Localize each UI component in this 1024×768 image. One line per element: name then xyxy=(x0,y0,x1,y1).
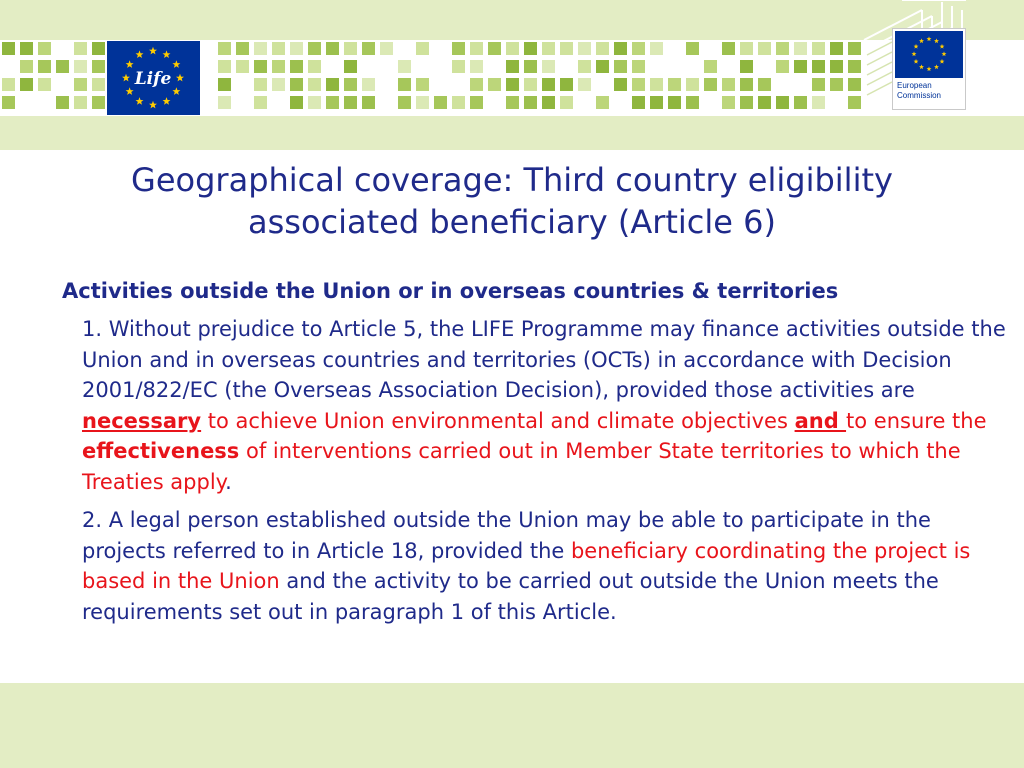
mosaic-tile xyxy=(578,78,591,91)
mosaic-tile xyxy=(290,42,303,55)
mosaic-tile xyxy=(2,78,15,91)
life-star-icon xyxy=(163,97,171,105)
eu-star-icon xyxy=(940,59,945,64)
mosaic-tile xyxy=(758,78,771,91)
mosaic-tile xyxy=(632,60,645,73)
mosaic-tile xyxy=(812,60,825,73)
mosaic-tile xyxy=(686,42,699,55)
mosaic-tile xyxy=(398,60,411,73)
article-body xyxy=(82,314,1012,635)
mosaic-tile xyxy=(308,78,321,91)
mosaic-tile xyxy=(236,42,249,55)
mosaic-tile xyxy=(506,60,519,73)
mosaic-tile xyxy=(740,78,753,91)
mosaic-tile xyxy=(470,78,483,91)
mosaic-tile xyxy=(506,42,519,55)
slide-title-line1: Geographical coverage: Third country eligibility xyxy=(131,161,893,199)
mosaic-tile xyxy=(416,42,429,55)
mosaic-tile xyxy=(290,60,303,73)
mosaic-tile xyxy=(92,60,105,73)
section-subheading: Activities outside the Union or in overseas countries & territories xyxy=(62,279,839,303)
mosaic-tile xyxy=(218,78,231,91)
mosaic-tile xyxy=(704,78,717,91)
p1-and: and xyxy=(794,408,847,433)
mosaic-tile xyxy=(272,78,285,91)
mosaic-tile xyxy=(650,42,663,55)
mosaic-tile xyxy=(542,96,555,109)
mosaic-tile xyxy=(650,78,663,91)
eu-star-icon xyxy=(940,44,945,49)
mosaic-tile xyxy=(668,96,681,109)
eu-star-icon xyxy=(914,44,919,49)
mosaic-tile xyxy=(668,78,681,91)
mosaic-tile xyxy=(254,60,267,73)
mosaic-tile xyxy=(308,60,321,73)
mosaic-tile xyxy=(848,96,861,109)
mosaic-tile xyxy=(542,42,555,55)
mosaic-tile xyxy=(830,60,843,73)
mosaic-tile xyxy=(380,42,393,55)
mosaic-tile xyxy=(2,96,15,109)
mosaic-tile xyxy=(524,96,537,109)
life-star-icon xyxy=(126,87,134,95)
mosaic-tile xyxy=(434,96,447,109)
mosaic-tile xyxy=(470,60,483,73)
header-band xyxy=(0,0,1024,150)
mosaic-tile xyxy=(308,42,321,55)
life-star-icon xyxy=(172,60,180,68)
mosaic-tile xyxy=(632,78,645,91)
mosaic-tile xyxy=(470,96,483,109)
mosaic-tile xyxy=(686,96,699,109)
ec-logo-text xyxy=(897,81,963,101)
mosaic-tile xyxy=(488,78,501,91)
mosaic-tile xyxy=(74,96,87,109)
mosaic-tile xyxy=(794,42,807,55)
mosaic-tile xyxy=(38,78,51,91)
p2-text-a: 2. A legal person established outside the Union may be able to participate in the projects referred to in Article 18, provided the xyxy=(82,508,931,563)
mosaic-tile xyxy=(794,60,807,73)
mosaic-tile xyxy=(722,42,735,55)
life-star-icon xyxy=(163,50,171,58)
p2-text-red: beneficiary coordinating the project is based in the Union xyxy=(82,538,971,593)
mosaic-tile xyxy=(848,60,861,73)
mosaic-tile xyxy=(488,42,501,55)
mosaic-tile xyxy=(596,42,609,55)
mosaic-tile xyxy=(542,60,555,73)
life-star-icon xyxy=(149,47,157,55)
mosaic-tile xyxy=(560,96,573,109)
mosaic-tile xyxy=(254,78,267,91)
life-star-icon xyxy=(136,50,144,58)
eu-star-icon xyxy=(919,38,924,43)
mosaic-tile xyxy=(416,96,429,109)
mosaic-tile xyxy=(740,60,753,73)
mosaic-tile xyxy=(308,96,321,109)
mosaic-tile xyxy=(524,42,537,55)
mosaic-tile xyxy=(56,60,69,73)
life-star-icon xyxy=(122,74,130,82)
mosaic-tile xyxy=(272,42,285,55)
mosaic-tile xyxy=(344,60,357,73)
p1-text-d: of interventions carried out in Member State territories to which the Treaties apply xyxy=(82,439,961,494)
mosaic-tile xyxy=(776,60,789,73)
slide-title-line2: associated beneficiary (Article 6) xyxy=(248,203,776,241)
mosaic-tile xyxy=(470,42,483,55)
mosaic-tile xyxy=(452,96,465,109)
paragraph-1 xyxy=(82,314,1012,497)
mosaic-tile xyxy=(92,78,105,91)
mosaic-tile xyxy=(38,60,51,73)
mosaic-tile xyxy=(74,78,87,91)
mosaic-tile xyxy=(452,60,465,73)
p1-text-a: 1. Without prejudice to Article 5, the LIFE Programme may finance activities outside the Union and in overseas countries and territories (OCTs) in accordance with Decision 2001/822/EC (the Overseas Association Decision), provided those activities are xyxy=(82,317,1006,402)
mosaic-tile xyxy=(740,96,753,109)
mosaic-tile xyxy=(542,78,555,91)
mosaic-tile xyxy=(830,42,843,55)
mosaic-tile xyxy=(614,78,627,91)
mosaic-tile xyxy=(74,60,87,73)
ec-logo-line2: Commission xyxy=(897,91,942,100)
mosaic-tile xyxy=(254,96,267,109)
mosaic-tile xyxy=(398,78,411,91)
mosaic-tile xyxy=(758,42,771,55)
life-star-icon xyxy=(126,60,134,68)
mosaic-tile xyxy=(398,96,411,109)
mosaic-tile xyxy=(848,78,861,91)
eu-star-icon xyxy=(927,36,932,41)
mosaic-tile xyxy=(596,96,609,109)
mosaic-tile xyxy=(722,96,735,109)
mosaic-tile xyxy=(236,60,249,73)
mosaic-tile xyxy=(20,60,33,73)
mosaic-tile xyxy=(614,60,627,73)
life-star-icon xyxy=(136,97,144,105)
footer-band xyxy=(0,683,1024,768)
mosaic-tile xyxy=(218,60,231,73)
mosaic-tile xyxy=(740,42,753,55)
mosaic-tile xyxy=(848,42,861,55)
mosaic-tile xyxy=(614,42,627,55)
mosaic-tile xyxy=(560,78,573,91)
mosaic-tile xyxy=(362,78,375,91)
paragraph-2 xyxy=(82,505,1012,627)
mosaic-tile xyxy=(650,96,663,109)
european-commission-logo xyxy=(892,28,966,110)
mosaic-tile xyxy=(326,96,339,109)
mosaic-tile xyxy=(686,78,699,91)
mosaic-tile xyxy=(812,96,825,109)
mosaic-tile xyxy=(218,42,231,55)
mosaic-tile xyxy=(830,78,843,91)
mosaic-tile xyxy=(632,96,645,109)
mosaic-tile xyxy=(632,42,645,55)
eu-star-icon xyxy=(942,51,947,56)
p1-text-end: . xyxy=(225,469,232,494)
p1-necessary: necessary xyxy=(82,408,202,433)
mosaic-tile xyxy=(506,78,519,91)
mosaic-tile xyxy=(56,96,69,109)
mosaic-tile xyxy=(794,96,807,109)
life-star-icon xyxy=(149,101,157,109)
mosaic-tile xyxy=(344,42,357,55)
eu-star-icon xyxy=(934,38,939,43)
mosaic-tile xyxy=(326,42,339,55)
mosaic-tile xyxy=(578,42,591,55)
life-logo-graphic xyxy=(107,41,200,115)
mosaic-tile xyxy=(362,96,375,109)
mosaic-tile xyxy=(452,42,465,55)
mosaic-tile xyxy=(344,78,357,91)
eu-star-icon xyxy=(912,51,917,56)
p2-text-b: and the activity to be carried out outside the Union meets the requirements set out in paragraph 1 of this Article. xyxy=(82,569,939,624)
mosaic-tile xyxy=(758,96,771,109)
mosaic-tile xyxy=(92,96,105,109)
mosaic-tile xyxy=(272,60,285,73)
mosaic-tile xyxy=(776,96,789,109)
mosaic-tile xyxy=(722,78,735,91)
mosaic-tile xyxy=(812,78,825,91)
mosaic-tile xyxy=(38,42,51,55)
mosaic-tile xyxy=(578,60,591,73)
mosaic-tile xyxy=(524,60,537,73)
eu-star-icon xyxy=(934,64,939,69)
mosaic-tile xyxy=(218,96,231,109)
p1-text-c: to ensure the xyxy=(846,408,987,433)
mosaic-tile xyxy=(20,78,33,91)
eu-flag-icon xyxy=(895,31,963,78)
mosaic-tile xyxy=(416,78,429,91)
mosaic-tile xyxy=(362,42,375,55)
mosaic-tile xyxy=(776,42,789,55)
mosaic-tile xyxy=(506,96,519,109)
mosaic-tile xyxy=(524,78,537,91)
life-programme-logo xyxy=(107,41,200,115)
mosaic-tile xyxy=(2,42,15,55)
mosaic-tile xyxy=(254,42,267,55)
life-star-icon xyxy=(176,74,184,82)
mosaic-tile xyxy=(290,96,303,109)
p1-text-b: to achieve Union environmental and climate objectives xyxy=(201,408,795,433)
mosaic-tile xyxy=(20,42,33,55)
life-star-icon xyxy=(172,87,180,95)
mosaic-tile xyxy=(92,42,105,55)
p1-effectiveness: effectiveness xyxy=(82,439,240,463)
mosaic-tile xyxy=(344,96,357,109)
mosaic-tile xyxy=(596,60,609,73)
slide-title xyxy=(40,159,984,243)
life-logo-text: Life xyxy=(134,69,172,89)
mosaic-tile xyxy=(290,78,303,91)
eu-star-icon xyxy=(919,64,924,69)
eu-star-icon xyxy=(927,66,932,71)
mosaic-tile xyxy=(560,42,573,55)
mosaic-tile xyxy=(326,78,339,91)
mosaic-tile xyxy=(704,60,717,73)
mosaic-tile xyxy=(74,42,87,55)
mosaic-tile xyxy=(812,42,825,55)
ec-logo-line1: European xyxy=(897,81,932,90)
eu-star-icon xyxy=(914,59,919,64)
